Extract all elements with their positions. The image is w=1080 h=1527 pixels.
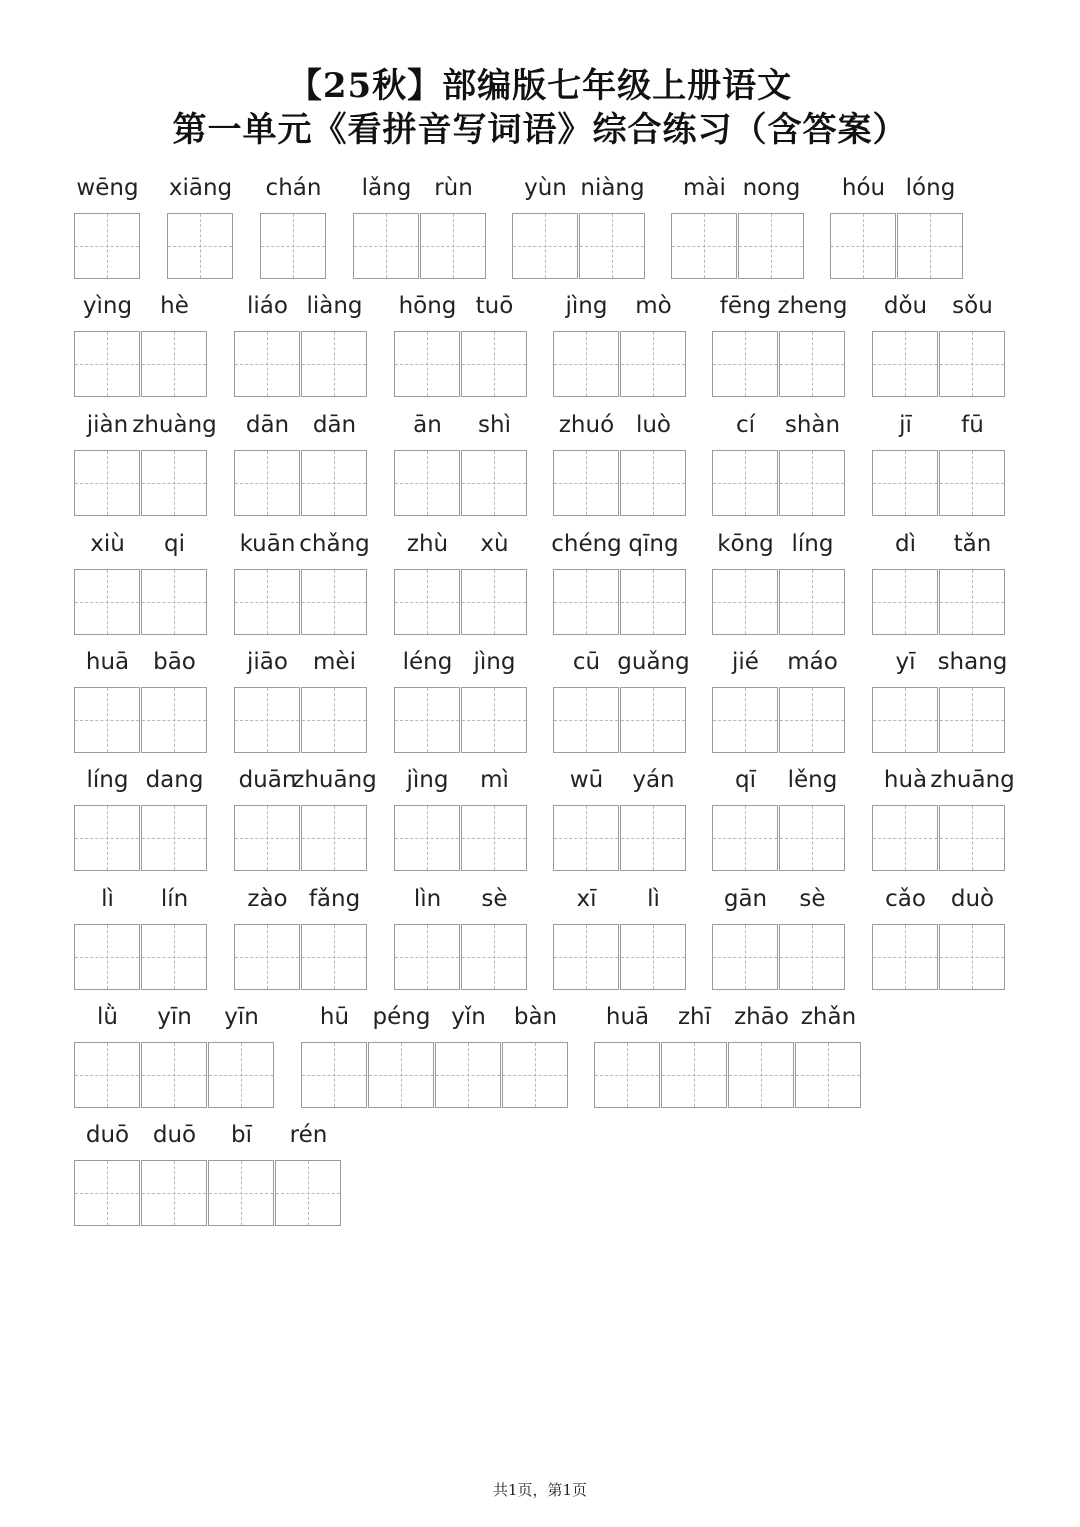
grid-guide-horizontal xyxy=(75,957,139,958)
grid-guide-horizontal xyxy=(729,1075,793,1076)
grid-guide-horizontal xyxy=(302,1075,366,1076)
grid-guide-horizontal xyxy=(713,720,777,721)
writing-cell xyxy=(594,1042,660,1108)
writing-cell xyxy=(234,331,300,397)
pinyin-label: tuō xyxy=(475,293,514,319)
pinyin-label: mèi xyxy=(313,649,356,675)
writing-cell xyxy=(141,331,207,397)
writing-cell xyxy=(141,1160,207,1226)
writing-cell xyxy=(394,569,460,635)
writing-cell xyxy=(301,1042,367,1108)
writing-cell xyxy=(167,213,233,279)
grid-guide-horizontal xyxy=(940,838,1004,839)
writing-cell xyxy=(779,450,845,516)
grid-guide-horizontal xyxy=(873,602,937,603)
grid-guide-horizontal xyxy=(940,720,1004,721)
writing-cell xyxy=(712,687,778,753)
writing-cell xyxy=(461,450,527,516)
writing-cell xyxy=(553,331,619,397)
grid-guide-horizontal xyxy=(276,1193,340,1194)
grid-guide-horizontal xyxy=(302,483,366,484)
grid-guide-horizontal xyxy=(662,1075,726,1076)
grid-guide-horizontal xyxy=(940,602,1004,603)
writing-cell xyxy=(141,450,207,516)
pinyin-label: qi xyxy=(164,531,185,557)
pinyin-label: niàng xyxy=(580,175,645,201)
grid-guide-horizontal xyxy=(462,602,526,603)
grid-guide-horizontal xyxy=(621,720,685,721)
writing-cell xyxy=(461,569,527,635)
writing-cell xyxy=(939,805,1005,871)
pinyin-label: chǎng xyxy=(299,531,370,557)
writing-cell xyxy=(897,213,963,279)
grid-guide-horizontal xyxy=(354,246,418,247)
grid-guide-horizontal xyxy=(261,246,325,247)
pinyin-label: zhī xyxy=(677,1004,712,1030)
writing-cell xyxy=(74,1042,140,1108)
writing-cell xyxy=(553,924,619,990)
grid-guide-horizontal xyxy=(75,720,139,721)
writing-cell xyxy=(74,687,140,753)
pinyin-label: zhù xyxy=(406,531,449,557)
writing-cell xyxy=(353,213,419,279)
writing-cell xyxy=(74,924,140,990)
pinyin-label: yī xyxy=(895,649,916,675)
writing-cell xyxy=(661,1042,727,1108)
writing-cell xyxy=(939,687,1005,753)
pinyin-label: huā xyxy=(605,1004,650,1030)
grid-guide-horizontal xyxy=(75,483,139,484)
pinyin-label: chán xyxy=(265,175,322,201)
writing-cell xyxy=(461,805,527,871)
grid-guide-horizontal xyxy=(168,246,232,247)
pinyin-label: duān xyxy=(238,767,297,793)
writing-cell xyxy=(872,805,938,871)
grid-guide-horizontal xyxy=(780,483,844,484)
writing-cell xyxy=(260,213,326,279)
pinyin-label: duō xyxy=(85,1122,130,1148)
writing-cell xyxy=(671,213,737,279)
grid-guide-horizontal xyxy=(621,483,685,484)
grid-guide-horizontal xyxy=(554,720,618,721)
pinyin-label: mò xyxy=(635,293,672,319)
pinyin-label: zhuó xyxy=(558,412,615,438)
writing-cell xyxy=(939,569,1005,635)
pinyin-label: shang xyxy=(937,649,1008,675)
grid-guide-horizontal xyxy=(75,364,139,365)
grid-guide-horizontal xyxy=(462,364,526,365)
pinyin-label: dang xyxy=(145,767,204,793)
pinyin-label: xī xyxy=(576,886,597,912)
writing-cell xyxy=(301,924,367,990)
grid-guide-horizontal xyxy=(235,720,299,721)
pinyin-label: dì xyxy=(895,531,916,557)
pinyin-label: hōng xyxy=(398,293,457,319)
pinyin-label: huā xyxy=(85,649,130,675)
writing-cell xyxy=(301,805,367,871)
writing-cell xyxy=(728,1042,794,1108)
grid-guide-horizontal xyxy=(142,483,206,484)
grid-guide-horizontal xyxy=(462,720,526,721)
grid-guide-horizontal xyxy=(621,364,685,365)
pinyin-label: luò xyxy=(635,412,672,438)
pinyin-label: liáo xyxy=(247,293,288,319)
pinyin-label: kōng xyxy=(717,531,774,557)
pinyin-label: líng xyxy=(791,531,834,557)
writing-cell xyxy=(553,687,619,753)
writing-cell xyxy=(939,450,1005,516)
grid-guide-horizontal xyxy=(831,246,895,247)
writing-cell xyxy=(234,569,300,635)
pinyin-label: duò xyxy=(950,886,995,912)
pinyin-label: duō xyxy=(152,1122,197,1148)
grid-guide-horizontal xyxy=(621,838,685,839)
pinyin-label: yán xyxy=(632,767,675,793)
pinyin-label: lóng xyxy=(905,175,956,201)
grid-guide-horizontal xyxy=(462,957,526,958)
grid-guide-horizontal xyxy=(235,838,299,839)
pinyin-label: jié xyxy=(732,649,759,675)
writing-cell xyxy=(620,805,686,871)
pinyin-label: lěng xyxy=(787,767,838,793)
pinyin-label: zhuāng xyxy=(292,767,377,793)
writing-cell xyxy=(620,687,686,753)
writing-cell xyxy=(394,331,460,397)
writing-cell xyxy=(738,213,804,279)
grid-guide-horizontal xyxy=(554,364,618,365)
writing-cell xyxy=(141,687,207,753)
grid-guide-horizontal xyxy=(142,838,206,839)
writing-cell xyxy=(712,805,778,871)
writing-cell xyxy=(579,213,645,279)
grid-guide-horizontal xyxy=(302,838,366,839)
pinyin-label: lǎng xyxy=(361,175,412,201)
pinyin-label: xù xyxy=(480,531,509,557)
pinyin-label: zhǎn xyxy=(800,1004,857,1030)
pinyin-label: qī xyxy=(735,767,756,793)
grid-guide-horizontal xyxy=(421,246,485,247)
pinyin-label: xiù xyxy=(90,531,125,557)
grid-guide-horizontal xyxy=(395,602,459,603)
writing-cell xyxy=(512,213,578,279)
grid-guide-horizontal xyxy=(75,1193,139,1194)
pinyin-label: liàng xyxy=(306,293,363,319)
writing-cell xyxy=(74,331,140,397)
grid-guide-horizontal xyxy=(209,1193,273,1194)
grid-guide-horizontal xyxy=(395,364,459,365)
pinyin-label: sè xyxy=(799,886,826,912)
writing-cell xyxy=(620,924,686,990)
writing-cell xyxy=(712,924,778,990)
writing-cell xyxy=(712,569,778,635)
pinyin-label: bī xyxy=(231,1122,252,1148)
grid-guide-horizontal xyxy=(940,483,1004,484)
grid-guide-horizontal xyxy=(75,602,139,603)
writing-cell xyxy=(141,569,207,635)
grid-guide-horizontal xyxy=(554,483,618,484)
pinyin-label: rùn xyxy=(434,175,473,201)
writing-cell xyxy=(779,569,845,635)
grid-guide-horizontal xyxy=(780,602,844,603)
writing-cell xyxy=(275,1160,341,1226)
pinyin-label: dān xyxy=(245,412,290,438)
pinyin-label: zhuāng xyxy=(930,767,1015,793)
writing-cell xyxy=(394,805,460,871)
pinyin-label: chéng xyxy=(551,531,622,557)
pinyin-label: tǎn xyxy=(953,531,992,557)
pinyin-label: yìng xyxy=(82,293,133,319)
pinyin-label: péng xyxy=(372,1004,431,1030)
pinyin-label: lǜ xyxy=(97,1004,118,1030)
writing-cell xyxy=(553,805,619,871)
pinyin-label: hū xyxy=(319,1004,350,1030)
pinyin-label: jiāo xyxy=(247,649,288,675)
pinyin-label: nong xyxy=(742,175,801,201)
writing-cell xyxy=(620,569,686,635)
grid-guide-horizontal xyxy=(780,957,844,958)
writing-cell xyxy=(74,450,140,516)
writing-cell xyxy=(872,450,938,516)
grid-guide-horizontal xyxy=(395,838,459,839)
grid-guide-horizontal xyxy=(554,602,618,603)
pinyin-label: sǒu xyxy=(952,293,993,319)
writing-cell xyxy=(141,805,207,871)
writing-cell xyxy=(872,569,938,635)
writing-cell xyxy=(394,687,460,753)
pinyin-label: hóu xyxy=(841,175,886,201)
writing-cell xyxy=(620,450,686,516)
writing-cell xyxy=(141,924,207,990)
grid-guide-horizontal xyxy=(142,720,206,721)
writing-cell xyxy=(712,450,778,516)
grid-guide-horizontal xyxy=(209,1075,273,1076)
pinyin-label: wū xyxy=(569,767,604,793)
writing-cell xyxy=(301,450,367,516)
grid-guide-horizontal xyxy=(302,364,366,365)
grid-guide-horizontal xyxy=(395,720,459,721)
pinyin-label: jìng xyxy=(406,767,449,793)
grid-guide-horizontal xyxy=(142,1075,206,1076)
pinyin-label: lì xyxy=(101,886,114,912)
grid-guide-horizontal xyxy=(436,1075,500,1076)
pinyin-label: yīn xyxy=(157,1004,192,1030)
grid-guide-horizontal xyxy=(235,602,299,603)
pinyin-label: shì xyxy=(478,412,511,438)
pinyin-label: jìng xyxy=(473,649,516,675)
writing-cell xyxy=(779,805,845,871)
writing-cell xyxy=(830,213,896,279)
writing-cell xyxy=(779,687,845,753)
grid-guide-horizontal xyxy=(462,483,526,484)
pinyin-label: bāo xyxy=(153,649,196,675)
writing-cell xyxy=(141,1042,207,1108)
title-line-1: 【25秋】部编版七年级上册语文 xyxy=(287,66,793,106)
writing-cell xyxy=(779,331,845,397)
pinyin-label: fū xyxy=(961,412,984,438)
grid-guide-horizontal xyxy=(713,364,777,365)
writing-cell xyxy=(420,213,486,279)
writing-cell xyxy=(74,213,140,279)
writing-cell xyxy=(208,1042,274,1108)
writing-cell xyxy=(795,1042,861,1108)
pinyin-label: bàn xyxy=(513,1004,558,1030)
grid-guide-horizontal xyxy=(873,720,937,721)
writing-cell xyxy=(461,924,527,990)
grid-guide-horizontal xyxy=(898,246,962,247)
pinyin-label: gān xyxy=(723,886,768,912)
grid-guide-horizontal xyxy=(75,1075,139,1076)
grid-guide-horizontal xyxy=(142,1193,206,1194)
grid-guide-horizontal xyxy=(873,364,937,365)
writing-cell xyxy=(872,924,938,990)
grid-guide-horizontal xyxy=(302,720,366,721)
pinyin-label: cū xyxy=(572,649,601,675)
grid-guide-horizontal xyxy=(713,838,777,839)
grid-guide-horizontal xyxy=(369,1075,433,1076)
pinyin-label: líng xyxy=(86,767,129,793)
writing-cell xyxy=(301,569,367,635)
writing-cell xyxy=(553,450,619,516)
grid-guide-horizontal xyxy=(621,602,685,603)
pinyin-label: hè xyxy=(160,293,189,319)
writing-cell xyxy=(208,1160,274,1226)
grid-guide-horizontal xyxy=(873,483,937,484)
pinyin-label: máo xyxy=(787,649,838,675)
grid-guide-horizontal xyxy=(713,957,777,958)
pinyin-label: dān xyxy=(312,412,357,438)
pinyin-label: cí xyxy=(735,412,756,438)
writing-cell xyxy=(394,924,460,990)
pinyin-label: cǎo xyxy=(885,886,926,912)
grid-guide-horizontal xyxy=(302,602,366,603)
pinyin-label: léng xyxy=(402,649,453,675)
pinyin-label: yǐn xyxy=(451,1004,486,1030)
grid-guide-horizontal xyxy=(873,957,937,958)
grid-guide-horizontal xyxy=(796,1075,860,1076)
grid-guide-horizontal xyxy=(513,246,577,247)
pinyin-label: yīn xyxy=(224,1004,259,1030)
grid-guide-horizontal xyxy=(554,957,618,958)
pinyin-label: dǒu xyxy=(883,293,928,319)
writing-cell xyxy=(394,450,460,516)
grid-guide-horizontal xyxy=(235,957,299,958)
pinyin-label: sè xyxy=(481,886,508,912)
grid-guide-horizontal xyxy=(713,483,777,484)
writing-cell xyxy=(939,331,1005,397)
writing-cell xyxy=(368,1042,434,1108)
writing-cell xyxy=(620,331,686,397)
pinyin-label: rén xyxy=(289,1122,328,1148)
writing-cell xyxy=(234,450,300,516)
writing-cell xyxy=(301,331,367,397)
grid-guide-horizontal xyxy=(503,1075,567,1076)
pinyin-label: guǎng xyxy=(617,649,690,675)
pinyin-label: huà xyxy=(883,767,928,793)
writing-cell xyxy=(301,687,367,753)
grid-guide-horizontal xyxy=(780,364,844,365)
writing-cell xyxy=(74,1160,140,1226)
writing-cell xyxy=(74,805,140,871)
grid-guide-horizontal xyxy=(235,483,299,484)
pinyin-label: wēng xyxy=(76,175,139,201)
pinyin-label: lì xyxy=(647,886,660,912)
grid-guide-horizontal xyxy=(580,246,644,247)
pinyin-label: zhuàng xyxy=(132,412,217,438)
pinyin-label: jī xyxy=(899,412,912,438)
pinyin-label: jiàn xyxy=(86,412,129,438)
writing-cell xyxy=(502,1042,568,1108)
pinyin-label: lín xyxy=(160,886,189,912)
grid-guide-horizontal xyxy=(395,483,459,484)
writing-cell xyxy=(872,331,938,397)
grid-guide-horizontal xyxy=(142,957,206,958)
grid-guide-horizontal xyxy=(462,838,526,839)
writing-cell xyxy=(779,924,845,990)
grid-guide-horizontal xyxy=(395,957,459,958)
grid-guide-horizontal xyxy=(235,364,299,365)
pinyin-label: mài xyxy=(683,175,726,201)
writing-cell xyxy=(234,805,300,871)
grid-guide-horizontal xyxy=(554,838,618,839)
pinyin-label: yùn xyxy=(524,175,567,201)
pinyin-label: zheng xyxy=(777,293,848,319)
writing-cell xyxy=(435,1042,501,1108)
writing-cell xyxy=(234,924,300,990)
grid-guide-horizontal xyxy=(940,957,1004,958)
writing-cell xyxy=(939,924,1005,990)
grid-guide-horizontal xyxy=(75,246,139,247)
pinyin-label: kuān xyxy=(239,531,296,557)
pinyin-label: fǎng xyxy=(308,886,361,912)
writing-cell xyxy=(74,569,140,635)
grid-guide-horizontal xyxy=(302,957,366,958)
pinyin-label: mì xyxy=(480,767,509,793)
grid-guide-horizontal xyxy=(713,602,777,603)
writing-cell xyxy=(461,331,527,397)
grid-guide-horizontal xyxy=(940,364,1004,365)
writing-cell xyxy=(461,687,527,753)
pinyin-label: xiāng xyxy=(168,175,233,201)
writing-cell xyxy=(553,569,619,635)
grid-guide-horizontal xyxy=(739,246,803,247)
pinyin-label: zào xyxy=(247,886,288,912)
grid-guide-horizontal xyxy=(142,364,206,365)
grid-guide-horizontal xyxy=(621,957,685,958)
page-footer: 共1页，第1页 xyxy=(492,1481,588,1499)
pinyin-label: shàn xyxy=(784,412,841,438)
grid-guide-horizontal xyxy=(142,602,206,603)
pinyin-label: ān xyxy=(413,412,442,438)
pinyin-label: qīng xyxy=(628,531,679,557)
title-line-2: 第一单元《看拼音写词语》综合练习（含答案） xyxy=(172,110,908,150)
writing-cell xyxy=(872,687,938,753)
writing-cell xyxy=(712,331,778,397)
writing-cell xyxy=(234,687,300,753)
grid-guide-horizontal xyxy=(75,838,139,839)
grid-guide-horizontal xyxy=(595,1075,659,1076)
grid-guide-horizontal xyxy=(672,246,736,247)
pinyin-label: fēng xyxy=(719,293,772,319)
pinyin-label: jìng xyxy=(565,293,608,319)
pinyin-label: lìn xyxy=(413,886,442,912)
pinyin-label: zhāo xyxy=(734,1004,789,1030)
grid-guide-horizontal xyxy=(873,838,937,839)
grid-guide-horizontal xyxy=(780,838,844,839)
grid-guide-horizontal xyxy=(780,720,844,721)
